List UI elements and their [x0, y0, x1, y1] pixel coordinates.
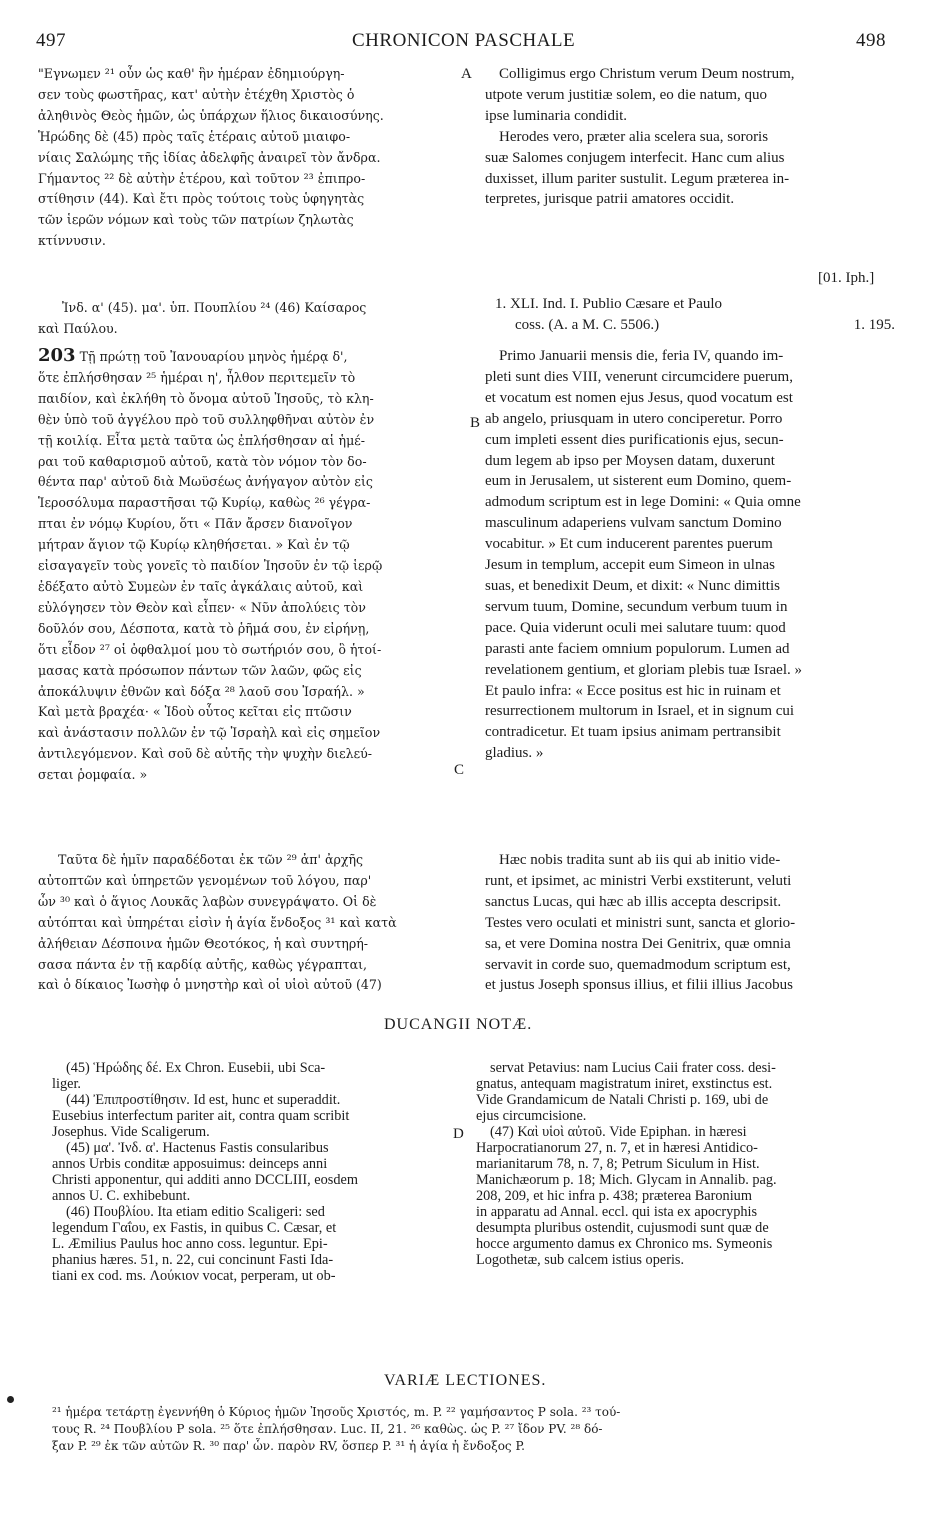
greek-line: Γήμαντος ²² δὲ αὐτὴν ἑτέρου, καὶ τοῦτον ²³ ἐπιπρο- — [38, 170, 366, 186]
variae-lectiones — [52, 1404, 892, 1455]
note-line: Josephus. Vide Scaligerum. — [52, 1124, 210, 1140]
latin-line: suæ Salomes conjugem interfecit. Hanc cum alius — [485, 149, 785, 166]
latin-top-paragraph — [485, 64, 891, 210]
greek-line: καὶ ἀνάστασιν πολλῶν ἐν τῷ Ἰσραὴλ καὶ εἰς σημεῖον — [38, 725, 381, 741]
latin-line: eum in Jerusalem, ut sisterent eum Domino, quem- — [485, 473, 792, 490]
latin-line: Herodes vero, præter alia scelera sua, sororis — [499, 128, 769, 145]
note-line: tiani ex cod. ms. Λούκιον vocat, perperam, ut ob- — [52, 1268, 336, 1284]
latin-line: dum legem ab ipso per Moysen datam, duxerunt — [485, 452, 775, 469]
latin-line: Testes vero oculati et ministri sunt, sancta et glorio- — [485, 914, 796, 931]
latin-line: revelationem gentium, et gloriam plebis tuæ Israel. » — [485, 661, 802, 678]
note-line: Eusebius interfectum pariter ait, contra quam scribit — [52, 1108, 350, 1124]
greek-line: Ταῦτα δὲ ἡμῖν παραδέδοται ἐκ τῶν ²⁹ ἀπ' ἀρχῆς — [58, 852, 364, 867]
greek-line: νίαις Σαλώμης τῆς ἰδίας ἀδελφῆς ἀναιρεῖ τὸν ἄνδρα. — [38, 149, 381, 165]
latin-line: terpretes, jurisque patrii amatores occidit. — [485, 191, 735, 208]
greek-line: ἀληθινὸς Θεὸς ἡμῶν, ὡς ὑπάρχων ἥλιος δικαιοσύνης. — [38, 107, 384, 123]
latin-line: et vocatum est nomen ejus Jesus, quod vocatum est — [485, 389, 793, 406]
greek-line: Ἱεροσόλυμα παραστῆσαι τῷ Κυρίῳ, καθὼς ²⁶ γέγρα- — [38, 495, 371, 511]
latin-line: utpote verum justitiæ solem, eo die natum, quo — [485, 86, 768, 103]
greek-line: ἐδέξατο αὐτὸ Συμεὼν ἐν ταῖς ἀγκάλαις αὐτοῦ, καὶ — [38, 578, 364, 594]
greek-line: στίθησιν (44). Καὶ ἔτι πρὸς τούτοις τοὺς ὑφηγητὰς — [38, 191, 365, 207]
notes-right-column — [476, 1060, 891, 1268]
latin-line: gladius. » — [485, 745, 544, 762]
note-line: L. Æmilius Paulus hoc anno coss. leguntur. Epi- — [52, 1236, 328, 1252]
greek-line: Καὶ μετὰ βραχέα· « Ἰδοὺ οὗτος κεῖται εἰς πτῶσιν — [38, 704, 352, 720]
note-line: Christi apponentur, qui additi anno DCCLIII, eosdem — [52, 1172, 358, 1188]
greek-line: ἀποκάλυψιν ἐθνῶν καὶ δόξα ²⁸ λαοῦ σου Ἰσραήλ. » — [38, 683, 365, 699]
greek-line: εἰσαγαγεῖν τοὺς γονεῖς τὸ παιδίον Ἰησοῦν ἐν τῷ ἱερῷ — [38, 558, 383, 574]
greek-line: ὅτε ἐπλήσθησαν ²⁵ ἡμέραι η', ἦλθον περιτεμεῖν τὸ — [38, 369, 356, 385]
greek-line: τῶν ἱερῶν νόμων καὶ τοὺς τῶν πατρίων ζηλωτὰς — [38, 212, 354, 228]
note-line: legendum Γαΐου, ex Fastis, in quibus C. Cæsar, et — [52, 1220, 337, 1236]
greek-line: καὶ ὁ δίκαιος Ἰωσὴφ ὁ μνηστὴρ καὶ οἱ υἱοὶ αὐτοῦ (47) — [38, 977, 382, 993]
note-line: marianitarum 78, n. 7, 8; Petrum Siculum in Hist. — [476, 1156, 760, 1172]
greek-final-paragraph — [38, 850, 458, 996]
latin-line: sa, et vere Domina nostra Dei Genitrix, quæ omnia — [485, 935, 791, 952]
latin-line: ab angelo, priusquam in utero conciperetur. Porro — [485, 410, 783, 427]
note-line: (45) Ἡρώδης δέ. Ex Chron. Eusebii, ubi Sca- — [66, 1060, 326, 1076]
greek-line: σεται ῥομφαία. » — [38, 767, 148, 783]
latin-line: Et paulo infra: « Ecce positus est hic in ruinam et — [485, 682, 781, 699]
greek-top-paragraph — [38, 64, 458, 252]
note-line: (45) μα'. Ἰνδ. α'. Hactenus Fastis consularibus — [66, 1140, 329, 1156]
greek-line: τῇ κοιλίᾳ. Εἶτα μετὰ ταῦτα ὡς ἐπλήσθησαν αἱ ἡμέ- — [38, 432, 366, 448]
latin-line: duxisset, illum pariter sustulit. Legum præterea in- — [485, 170, 790, 187]
latin-line: servavit in corde suo, quemadmodum scriptum est, — [485, 956, 791, 973]
running-title: CHRONICON PASCHALE — [352, 30, 576, 51]
variant-line: ξαν P. ²⁹ ἐκ τῶν αὐτῶν R. ³⁰ παρ' ὧν. παρὸν RV, ὅσπερ P. ³¹ ἡ ἁγία ἡ ἔνδοξος P. — [52, 1439, 525, 1453]
section-number: 203 — [38, 346, 76, 366]
greek-line: Ἡρώδης δὲ (45) πρὸς ταῖς ἑτέραις αὐτοῦ μιαιφο- — [38, 128, 351, 144]
latin-line: runt, et ipsimet, ac ministri Verbi exstiterunt, veluti — [485, 872, 792, 889]
greek-line: πται ἐν νόμῳ Κυρίου, ὅτι « Πᾶν ἄρσεν διανοῖγον — [38, 516, 353, 532]
greek-line: κτίννυσιν. — [38, 233, 106, 249]
latin-line: Hæc nobis tradita sunt ab iis qui ab initio vide- — [499, 852, 781, 868]
note-line: (46) Πουβλίου. Ita etiam editio Scaligeri: sed — [66, 1204, 325, 1220]
olympiad-marker: [01. Iph.] — [818, 270, 875, 286]
greek-line: ὧν ³⁰ καὶ ὁ ἅγιος Λουκᾶς λαβὼν συνεγράψατο. Οἱ δὲ — [38, 893, 377, 909]
latin-main-paragraph — [485, 346, 891, 764]
greek-consul-heading — [38, 298, 458, 340]
note-line: Harpocratianorum 27, n. 7, et in hæresi Antidico- — [476, 1140, 758, 1156]
greek-line: εὐλόγησεν τὸν Θεὸν καὶ εἶπεν· « Νῦν ἀπολύεις τὸν — [38, 599, 366, 615]
variant-line: ²¹ ἡμέρα τετάρτῃ ἐγεννήθη ὁ Κύριος ἡμῶν Ἰησοῦς Χριστός, m. P. ²² γαμήσαντος P sola. ²³ τού- — [52, 1405, 621, 1419]
greek-line: Ἰνδ. α' (45). μα'. ὑπ. Πουπλίου ²⁴ (46) Καίσαρος — [62, 300, 367, 315]
note-line: Vide Grandamicum de Natali Christi p. 169, ubi de — [476, 1092, 769, 1108]
margin-letter-c: C — [454, 762, 465, 778]
note-line: ejus circumcisione. — [476, 1108, 587, 1124]
greek-line: καὶ Παύλου. — [38, 320, 118, 336]
page-number-left: 497 — [36, 30, 66, 51]
latin-line: ipse luminaria condidit. — [485, 107, 628, 124]
greek-line: μασας κατὰ πρόσωπον πάντων τῶν λαῶν, φῶς εἰς — [38, 662, 362, 678]
note-line: Logothetæ, sub calcem istius operis. — [476, 1252, 685, 1268]
greek-line: ραι τοῦ καθαρισμοῦ αὐτοῦ, κατὰ τὸν νόμον τὸν δο- — [38, 453, 367, 469]
note-line: hocce argumento damus ex Chronico ms. Symeonis — [476, 1236, 773, 1252]
greek-line: αὐτοπτῶν καὶ ὑπηρετῶν γενομένων τοῦ λόγου, παρ' — [38, 872, 372, 888]
greek-line: ἀλήθειαν Δέσποινα ἡμῶν Θεοτόκος, ἡ καὶ συντηρή- — [38, 935, 369, 951]
variae-heading: VARIÆ LECTIONES. — [384, 1372, 547, 1389]
greek-line: παιδίον, καὶ ἐκλήθη τὸ ὄνομα αὐτοῦ Ἰησοῦς, τὸ κλη- — [38, 390, 374, 406]
latin-line: sanctus Lucas, qui hæc ab illis accepta descripsit. — [485, 893, 782, 910]
greek-line: μήτραν ἅγιον τῷ Κυρίῳ κληθήσεται. » Καὶ ἐν τῷ — [38, 537, 350, 553]
latin-consul-heading — [495, 294, 895, 336]
greek-line: "Εγνωμεν ²¹ οὖν ὡς καθ' ἣν ἡμέραν ἐδημιούργη- — [38, 66, 345, 81]
latin-line: masculinum adaperiens vulvam sanctum Domino — [485, 515, 782, 532]
greek-line: θέντα παρ' αὐτοῦ διὰ Μωϋσέως ἀνήγαγον αὐτὸν εἰς — [38, 474, 373, 490]
greek-line: ὅτι εἶδον ²⁷ οἱ ὀφθαλμοί μου τὸ σωτήριόν σου, ὃ ἡτοί- — [38, 641, 382, 657]
latin-line: et justus Joseph sponsus illius, et filii illius Jacobus — [485, 977, 793, 994]
latin-line: parasti ante faciem omnium populorum. Lumen ad — [485, 640, 790, 657]
notes-heading: DUCANGII NOTÆ. — [384, 1016, 533, 1033]
latin-line: Colligimus ergo Christum verum Deum nostrum, — [499, 66, 795, 82]
latin-consul-year: 1. 195. — [853, 317, 895, 333]
note-line: gnatus, antequam magistratum iniret, exstinctus est. — [476, 1076, 773, 1092]
note-line: annos U. C. exhibebunt. — [52, 1188, 191, 1204]
latin-line: vocabitur. » Et cum inducerent parentes puerum — [485, 536, 773, 553]
note-line: (44) Ἐπιπροστίθησιν. Id est, hunc et superaddit. — [66, 1092, 341, 1108]
greek-line: θὲν ὑπὸ τοῦ ἀγγέλου πρὸ τοῦ συλληφθῆναι αὐτὸν ἐν — [38, 411, 375, 427]
latin-line: servum tuum, Domine, secundum verbum tuum in — [485, 598, 788, 615]
latin-line: Primo Januarii mensis die, feria IV, quando im- — [499, 348, 784, 364]
note-line: in apparatu ad Annal. eccl. qui ista ex apocryphis — [476, 1204, 758, 1220]
greek-line: σασα πάντα ἐν τῇ καρδίᾳ αὐτῆς, καθὼς γέγραπται, — [38, 956, 368, 972]
greek-line: σεν τοὺς φωστῆρας, κατ' αὐτὴν ἐτέχθη Χριστὸς ὁ — [38, 86, 355, 102]
note-line: 208, 209, et hic infra p. 438; præterea Baronium — [476, 1188, 752, 1204]
greek-line: Τῇ πρώτῃ τοῦ Ἰανουαρίου μηνὸς ἡμέρᾳ δ', — [79, 349, 348, 364]
margin-letter-a: A — [461, 66, 472, 82]
margin-letter-b: B — [470, 415, 481, 431]
latin-consul-line: 1. XLI. Ind. I. Publio Cæsare et Paulo — [495, 296, 723, 312]
greek-line: ἀντιλεγόμενον. Καὶ σοῦ δὲ αὐτῆς τὴν ψυχὴν διελεύ- — [38, 746, 373, 762]
note-line: servat Petavius: nam Lucius Caii frater coss. desi- — [490, 1060, 776, 1076]
latin-line: cum impleti essent dies purificationis ejus, secun- — [485, 431, 784, 448]
note-line: annos Urbis conditæ apposuimus: deinceps anni — [52, 1156, 328, 1172]
greek-line: δοῦλόν σου, Δέσποτα, κατὰ τὸ ῥῆμά σου, ἐν εἰρήνῃ, — [38, 620, 370, 636]
latin-line: pleti sunt dies VIII, venerunt circumcidere puerum, — [485, 368, 793, 385]
latin-line: suas, et benedixit Deum, et dixit: « Nunc dimittis — [485, 577, 780, 594]
latin-line: resurrectionem multorum in Israel, et in signum cui — [485, 703, 795, 720]
page-number-right: 498 — [856, 30, 886, 51]
latin-line: Jesum in templum, accepit eum Simeon in ulnas — [485, 557, 775, 574]
greek-line: αὐτόπται καὶ ὑπηρέται εἰσὶν ἡ ἁγία ἔνδοξος ³¹ καὶ κατὰ — [38, 914, 397, 930]
latin-line: contradicetur. Et tuam ipsius animam pertransibit — [485, 724, 781, 741]
latin-consul-line: coss. (A. a M. C. 5506.) — [515, 317, 660, 333]
latin-line: pace. Quia viderunt oculi mei salutare tuum: quod — [485, 619, 786, 636]
variant-line: τους R. ²⁴ Πουβλίου P sola. ²⁵ ὅτε ἐπλήσθησαν. Luc. II, 21. ²⁶ καθὼς. ὡς P. ²⁷ ἴδον PV. ²⁸ δό- — [52, 1422, 603, 1436]
note-line: (47) Καὶ υἱοὶ αὐτοῦ. Vide Epiphan. in hæresi — [490, 1124, 747, 1140]
note-line: Manichæorum p. 18; Mich. Glycam in Annalib. pag. — [476, 1172, 777, 1188]
note-line: phanius hæres. 51, n. 22, cui concinunt Fasti Ida- — [52, 1252, 334, 1268]
note-line: liger. — [52, 1076, 81, 1092]
latin-line: admodum scriptum est in lege Domini: « Quia omne — [485, 494, 801, 511]
notes-left-column — [52, 1060, 447, 1284]
margin-letter-d: D — [453, 1126, 464, 1142]
note-line: desumpta pluribus ostendit, cujusmodi sunt quæ de — [476, 1220, 769, 1236]
greek-main-paragraph — [38, 346, 458, 786]
bullet-mark — [7, 1396, 14, 1403]
latin-final-paragraph — [485, 850, 891, 996]
